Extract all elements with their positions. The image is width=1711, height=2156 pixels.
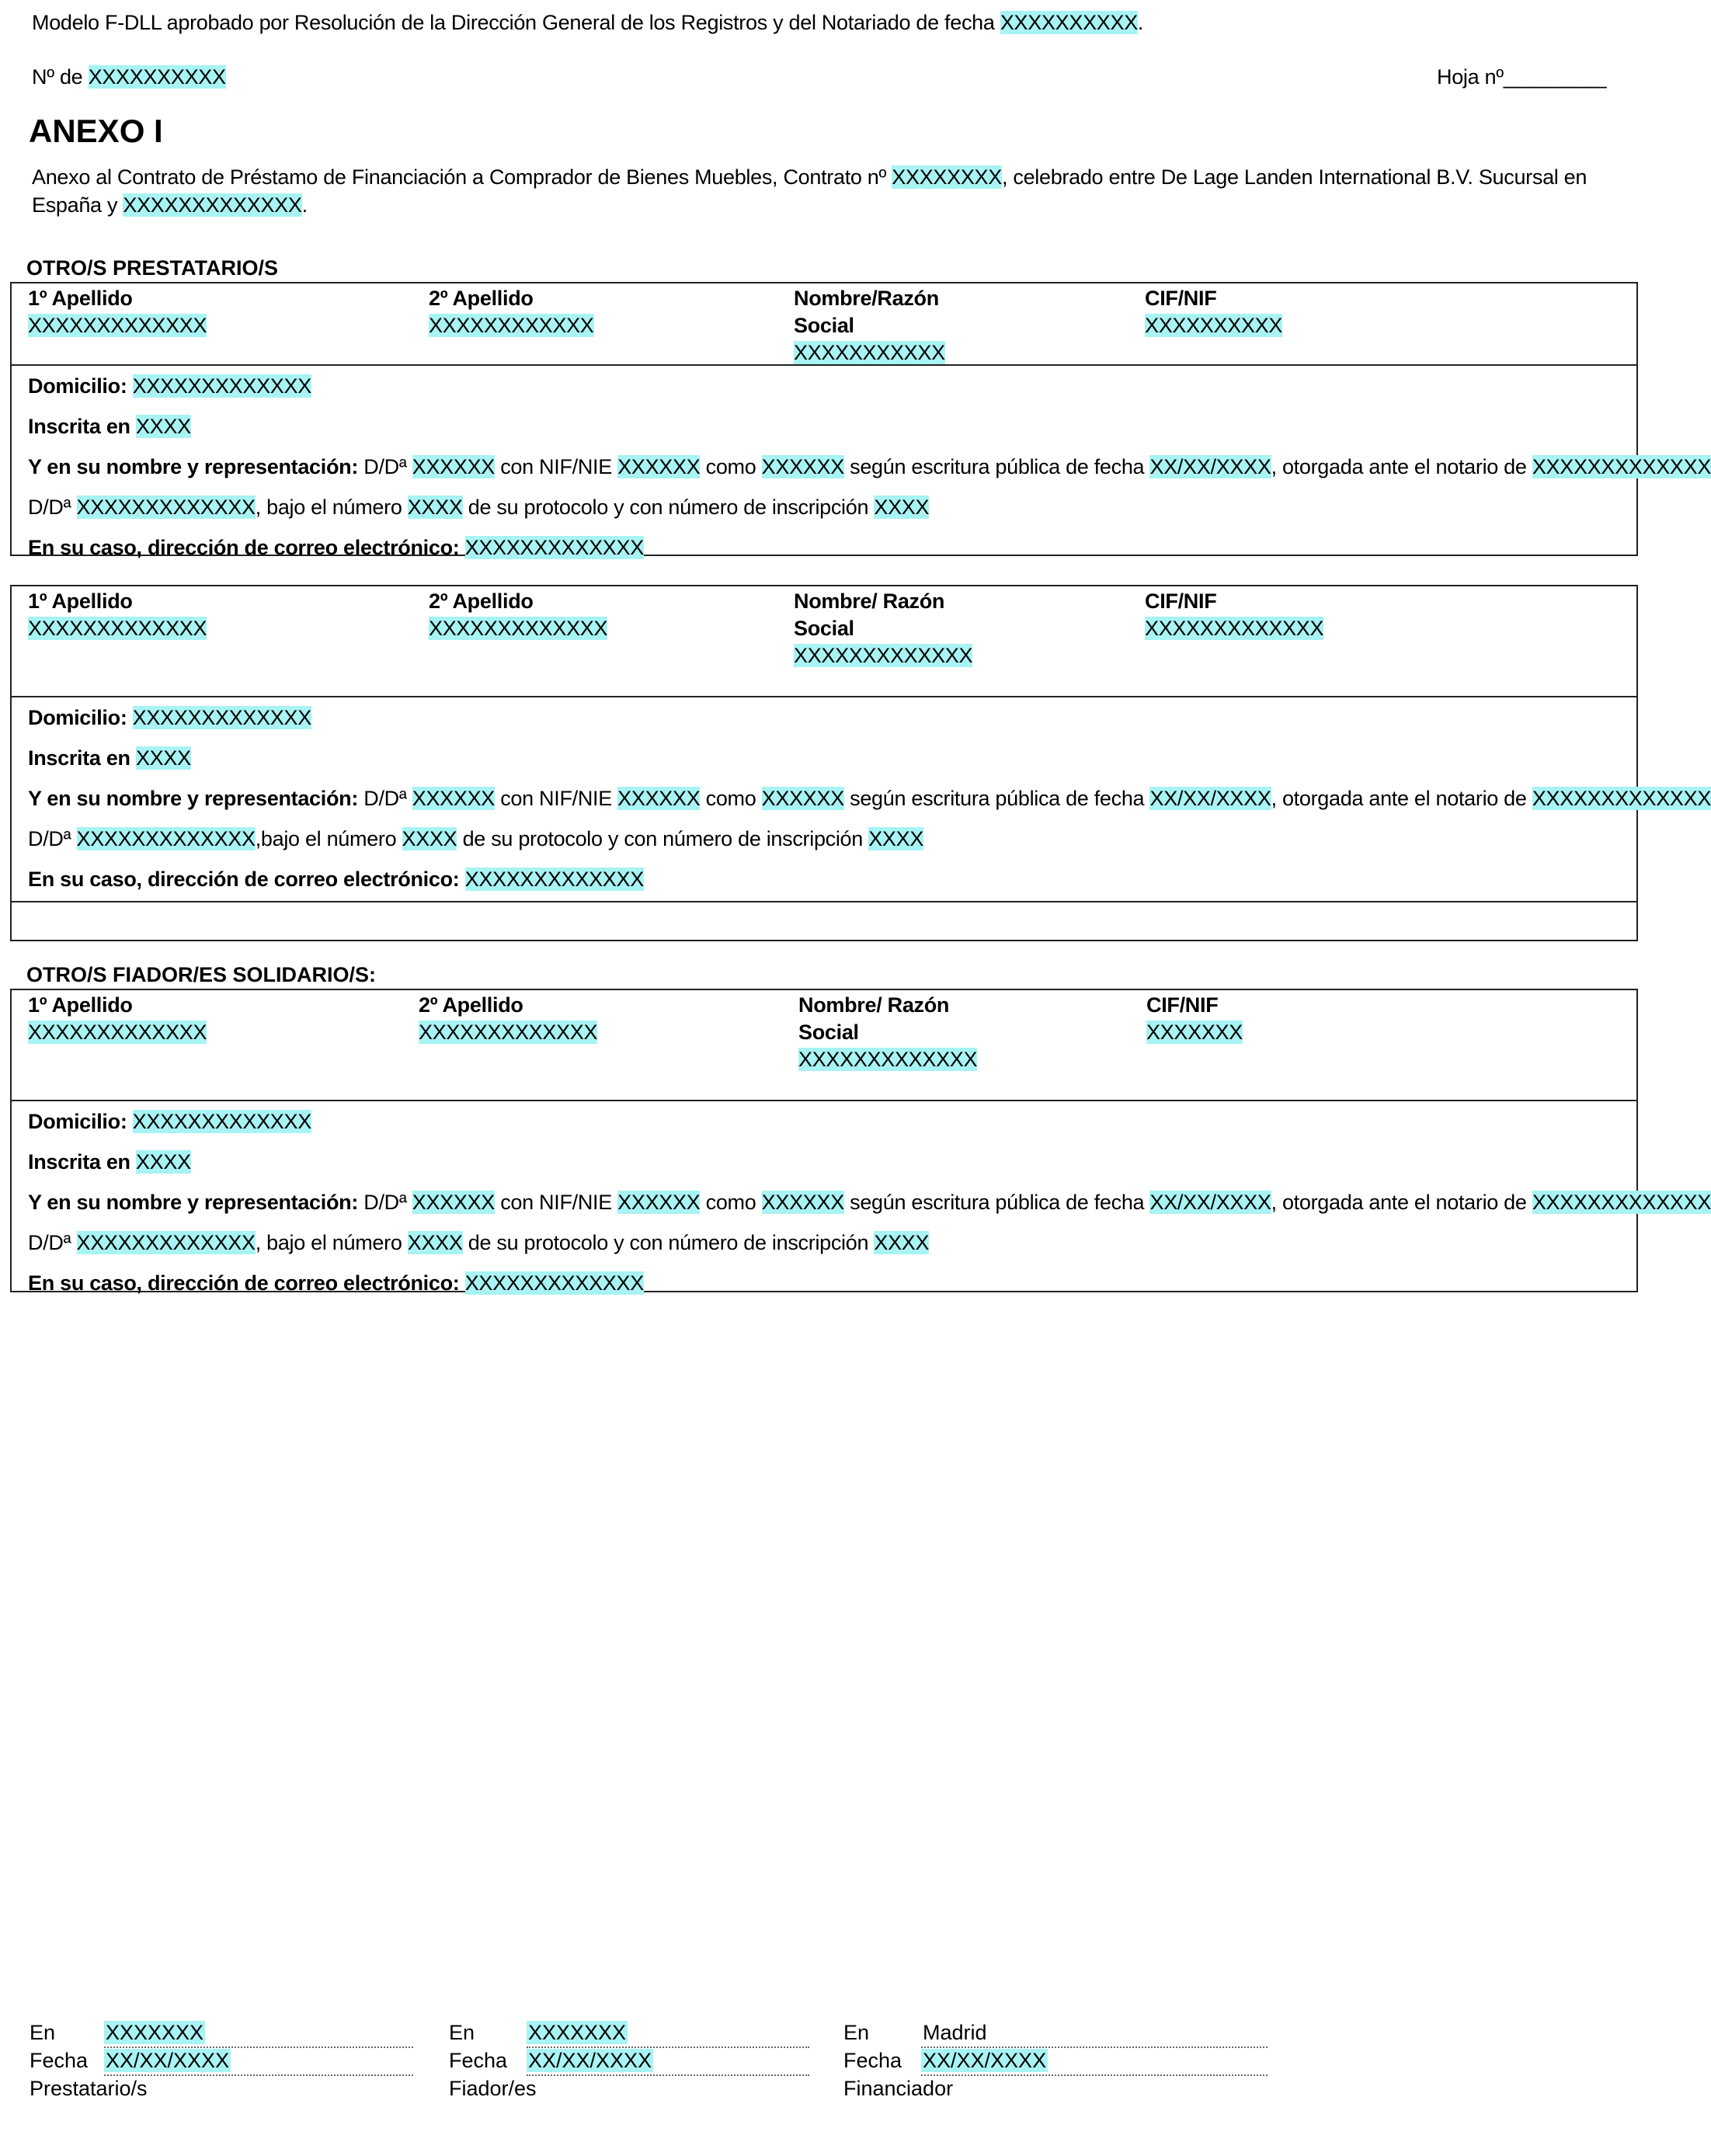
intro-text: . bbox=[301, 193, 308, 217]
correo-field[interactable]: XXXXXXXXXXXXX bbox=[464, 868, 644, 891]
dda-text: D/Dª bbox=[363, 455, 412, 478]
model-text: Modelo F-DLL aprobado por Resolución de la Dirección General de los Registros y del Notariado de fecha bbox=[32, 11, 1000, 34]
borrower-2-header bbox=[12, 586, 1636, 697]
domicilio-row bbox=[28, 366, 1636, 406]
apellido2-column bbox=[429, 588, 607, 642]
sig-en-value: XXXXXXX bbox=[528, 2021, 627, 2044]
model-date-field[interactable]: XXXXXXXXXX bbox=[1000, 11, 1138, 34]
rep-como-field[interactable]: XXXXXX bbox=[761, 455, 844, 478]
section-borrowers-heading: OTRO/S PRESTATARIO/S bbox=[26, 256, 279, 280]
apellido2-label: 2º Apellido bbox=[419, 993, 523, 1017]
representacion-row bbox=[28, 778, 1711, 819]
apellido2-label: 2º Apellido bbox=[429, 589, 534, 613]
como-text: como bbox=[700, 1191, 762, 1214]
otorgada-text: , otorgada ante el notario de bbox=[1271, 1191, 1532, 1214]
como-text: como bbox=[700, 455, 762, 478]
rep-fecha-field[interactable]: XX/XX/XXXX bbox=[1149, 1191, 1271, 1214]
signature-prestatario bbox=[30, 2019, 413, 2103]
sig-fecha-field[interactable] bbox=[104, 2047, 413, 2076]
sig-en-value: Madrid bbox=[923, 2021, 987, 2044]
rep-nif-field[interactable]: XXXXXX bbox=[617, 787, 701, 810]
sig-en-field[interactable] bbox=[527, 2019, 809, 2048]
protocol-number-field[interactable]: XXXX bbox=[407, 1231, 463, 1254]
borrower-1-details bbox=[12, 366, 1711, 568]
correo-field[interactable]: XXXXXXXXXXXXX bbox=[464, 536, 644, 559]
representacion-label: Y en su nombre y representación: bbox=[28, 787, 364, 810]
rep-como-field[interactable]: XXXXXX bbox=[761, 787, 844, 810]
sig-fecha-field[interactable] bbox=[527, 2047, 809, 2076]
protocolo-text: de su protocolo y con número de inscripción bbox=[462, 1231, 875, 1254]
notario-field[interactable]: XXXXXXXXXXXXX bbox=[1532, 1191, 1711, 1214]
sig-fecha-value: XX/XX/XXXX bbox=[528, 2049, 652, 2072]
intro-paragraph bbox=[32, 163, 1624, 219]
otorgada-text: , otorgada ante el notario de bbox=[1271, 787, 1532, 810]
intro-text: , celebrado entre De Lage Landen International B.V. Sucursal en España y bbox=[32, 165, 1588, 217]
correo-field[interactable]: XXXXXXXXXXXXX bbox=[464, 1271, 644, 1295]
sig-en-value: XXXXXXX bbox=[106, 2021, 204, 2044]
notario-row bbox=[28, 1222, 1636, 1263]
segun-text: según escritura pública de fecha bbox=[843, 455, 1150, 478]
nombre-column bbox=[794, 285, 945, 367]
inscrita-label: Inscrita en bbox=[28, 746, 136, 770]
notario-name-field[interactable]: XXXXXXXXXXXXX bbox=[76, 1231, 256, 1254]
sheet-number: Hoja nº_________ bbox=[1437, 65, 1607, 89]
page-title: ANEXO I bbox=[29, 113, 163, 149]
segun-text: según escritura pública de fecha bbox=[843, 1191, 1150, 1214]
nif-text: con NIF/NIE bbox=[495, 455, 618, 478]
cif-column bbox=[1145, 588, 1323, 642]
domicilio-field[interactable]: XXXXXXXXXXXXX bbox=[132, 374, 311, 398]
model-line bbox=[32, 9, 1143, 37]
correo-row bbox=[28, 859, 1636, 899]
bajo-text: , bajo el número bbox=[255, 496, 408, 519]
nombre-label: Nombre/Razón bbox=[794, 287, 939, 310]
model-suffix: . bbox=[1137, 11, 1144, 34]
domicilio-label: Domicilio: bbox=[28, 1110, 133, 1133]
sig-fecha-field[interactable] bbox=[921, 2047, 1268, 2076]
social-label: Social bbox=[794, 314, 854, 337]
empty-row bbox=[12, 902, 1636, 943]
representacion-row bbox=[28, 447, 1711, 487]
inscrita-field[interactable]: XXXX bbox=[135, 415, 191, 438]
cif-label: CIF/NIF bbox=[1145, 287, 1217, 310]
cif-field[interactable]: XXXXXXXXXX bbox=[1145, 314, 1283, 337]
dda-text: D/Dª bbox=[28, 827, 77, 850]
como-text: como bbox=[700, 787, 762, 810]
sig-role: Financiador bbox=[843, 2077, 954, 2100]
contract-number-field[interactable]: XXXXXXXX bbox=[892, 165, 1002, 189]
apellido1-label: 1º Apellido bbox=[28, 993, 133, 1017]
inscrita-row bbox=[28, 406, 1636, 447]
notario-field[interactable]: XXXXXXXXXXXXX bbox=[1532, 787, 1711, 810]
apellido2-column bbox=[419, 992, 597, 1046]
social-label: Social bbox=[798, 1021, 859, 1044]
sig-en-label: En bbox=[843, 2021, 870, 2044]
sig-fecha-label: Fecha bbox=[449, 2049, 508, 2072]
notario-row bbox=[28, 819, 1636, 859]
dda-text: D/Dª bbox=[363, 787, 412, 810]
sig-en-label: En bbox=[449, 2021, 475, 2044]
nombre-field[interactable]: XXXXXXXXXXXXX bbox=[798, 1048, 978, 1071]
cif-label: CIF/NIF bbox=[1146, 993, 1219, 1017]
inscrita-field[interactable]: XXXX bbox=[135, 746, 191, 770]
nombre-label: Nombre/ Razón bbox=[794, 589, 945, 613]
representacion-label: Y en su nombre y representación: bbox=[28, 455, 364, 478]
representacion-row bbox=[28, 1182, 1711, 1222]
inscription-number-field[interactable]: XXXX bbox=[868, 827, 924, 850]
cif-field[interactable]: XXXXXXX bbox=[1146, 1021, 1243, 1044]
apellido1-column bbox=[28, 588, 207, 642]
rep-nif-field[interactable]: XXXXXX bbox=[617, 1191, 701, 1214]
bajo-text: ,bajo el número bbox=[255, 827, 402, 850]
sig-fecha-value: XX/XX/XXXX bbox=[106, 2049, 230, 2072]
correo-row bbox=[28, 1263, 1636, 1303]
apellido1-column bbox=[28, 992, 207, 1046]
sig-en-row bbox=[449, 2019, 809, 2047]
domicilio-label: Domicilio: bbox=[28, 706, 133, 729]
inscrita-row bbox=[28, 1142, 1636, 1182]
protocol-number-field[interactable]: XXXX bbox=[402, 827, 457, 850]
sig-en-field[interactable] bbox=[104, 2019, 413, 2048]
sig-fecha-row bbox=[30, 2047, 413, 2075]
inscription-number-field[interactable]: XXXX bbox=[874, 1231, 930, 1254]
representacion-label: Y en su nombre y representación: bbox=[28, 1191, 364, 1214]
dda-text: D/Dª bbox=[28, 496, 77, 519]
nif-text: con NIF/NIE bbox=[495, 787, 618, 810]
sig-en-field[interactable] bbox=[921, 2019, 1268, 2048]
sig-role: Prestatario/s bbox=[30, 2077, 148, 2100]
borrower-1-header bbox=[12, 283, 1636, 366]
cif-column bbox=[1146, 992, 1243, 1046]
apellido1-column bbox=[28, 285, 207, 339]
guarantor-1-details bbox=[12, 1101, 1711, 1303]
apellido2-field[interactable]: XXXXXXXXXXXXX bbox=[429, 617, 608, 640]
borrower-2-details bbox=[12, 697, 1711, 902]
apellido2-column bbox=[429, 285, 594, 339]
apellido1-label: 1º Apellido bbox=[28, 287, 133, 310]
section-guarantors-heading: OTRO/S FIADOR/ES SOLIDARIO/S: bbox=[26, 963, 377, 986]
protocolo-text: de su protocolo y con número de inscripción bbox=[462, 496, 875, 519]
apellido1-field[interactable]: XXXXXXXXXXXXX bbox=[28, 617, 207, 640]
notario-name-field[interactable]: XXXXXXXXXXXXX bbox=[76, 827, 256, 850]
rep-fecha-field[interactable]: XX/XX/XXXX bbox=[1149, 455, 1271, 478]
borrower-1-box bbox=[10, 282, 1711, 559]
cif-column bbox=[1145, 285, 1282, 339]
cif-field[interactable]: XXXXXXXXXXXXX bbox=[1145, 617, 1324, 640]
domicilio-label: Domicilio: bbox=[28, 374, 133, 398]
bajo-text: , bajo el número bbox=[255, 1231, 408, 1254]
intro-text: Anexo al Contrato de Préstamo de Financiación a Comprador de Bienes Muebles, Contrato nº bbox=[32, 165, 892, 189]
numero-label: Nº de bbox=[32, 65, 89, 89]
segun-text: según escritura pública de fecha bbox=[843, 787, 1150, 810]
sig-fecha-row bbox=[843, 2047, 1268, 2075]
rep-nif-field[interactable]: XXXXXX bbox=[617, 455, 701, 478]
cif-label: CIF/NIF bbox=[1145, 589, 1217, 613]
numero-field[interactable]: XXXXXXXXXX bbox=[88, 65, 226, 89]
apellido2-field[interactable]: XXXXXXXXXXXX bbox=[429, 314, 594, 337]
apellido1-label: 1º Apellido bbox=[28, 589, 133, 613]
correo-label: En su caso, dirección de correo electrónico: bbox=[28, 868, 465, 891]
guarantor-1-header bbox=[12, 990, 1636, 1101]
domicilio-row bbox=[28, 1101, 1636, 1142]
rep-name-field[interactable]: XXXXXX bbox=[412, 1191, 496, 1214]
nombre-column bbox=[798, 992, 977, 1073]
sig-fecha-label: Fecha bbox=[30, 2049, 89, 2072]
signature-fiador bbox=[449, 2019, 809, 2103]
notario-field[interactable]: XXXXXXXXXXXXX bbox=[1532, 455, 1711, 478]
otorgada-text: , otorgada ante el notario de bbox=[1271, 455, 1532, 478]
dda-text: D/Dª bbox=[28, 1231, 77, 1254]
contract-party-field[interactable]: XXXXXXXXXXXXX bbox=[123, 193, 302, 217]
apellido1-field[interactable]: XXXXXXXXXXXXX bbox=[28, 1021, 207, 1044]
nombre-column bbox=[794, 588, 972, 669]
domicilio-field[interactable]: XXXXXXXXXXXXX bbox=[132, 706, 311, 729]
notario-row bbox=[28, 487, 1636, 527]
nif-text: con NIF/NIE bbox=[495, 1191, 618, 1214]
correo-label: En su caso, dirección de correo electrónico: bbox=[28, 1271, 465, 1295]
rep-name-field[interactable]: XXXXXX bbox=[412, 787, 496, 810]
domicilio-field[interactable]: XXXXXXXXXXXXX bbox=[132, 1110, 311, 1133]
sig-role: Fiador/es bbox=[449, 2077, 537, 2100]
rep-name-field[interactable]: XXXXXX bbox=[412, 455, 496, 478]
sig-fecha-value: XX/XX/XXXX bbox=[923, 2049, 1047, 2072]
inscrita-field[interactable]: XXXX bbox=[135, 1150, 191, 1174]
apellido1-field[interactable]: XXXXXXXXXXXXX bbox=[28, 314, 207, 337]
sig-en-row bbox=[30, 2019, 413, 2047]
dda-text: D/Dª bbox=[363, 1191, 412, 1214]
nombre-label: Nombre/ Razón bbox=[798, 993, 950, 1017]
correo-label: En su caso, dirección de correo electrónico: bbox=[28, 536, 465, 559]
protocolo-text: de su protocolo y con número de inscripción bbox=[457, 827, 869, 850]
guarantor-1-box bbox=[10, 989, 1711, 1295]
inscrita-label: Inscrita en bbox=[28, 1150, 136, 1174]
inscription-number-field[interactable]: XXXX bbox=[874, 496, 930, 519]
nombre-field[interactable]: XXXXXXXXXXXXX bbox=[794, 644, 973, 667]
sig-fecha-row bbox=[449, 2047, 809, 2075]
apellido2-label: 2º Apellido bbox=[429, 287, 534, 310]
sig-en-row bbox=[843, 2019, 1268, 2047]
correo-row bbox=[28, 527, 1636, 568]
inscrita-row bbox=[28, 738, 1636, 778]
nombre-field[interactable]: XXXXXXXXXXX bbox=[794, 341, 945, 364]
signature-financiador bbox=[843, 2019, 1268, 2103]
protocol-number-field[interactable]: XXXX bbox=[407, 496, 463, 519]
sig-fecha-label: Fecha bbox=[843, 2049, 902, 2072]
notario-name-field[interactable]: XXXXXXXXXXXXX bbox=[76, 496, 256, 519]
domicilio-row bbox=[28, 697, 1636, 738]
inscrita-label: Inscrita en bbox=[28, 415, 136, 438]
borrower-2-box bbox=[10, 585, 1711, 941]
rep-fecha-field[interactable]: XX/XX/XXXX bbox=[1149, 787, 1271, 810]
document-number bbox=[32, 64, 226, 91]
sig-en-label: En bbox=[30, 2021, 56, 2044]
apellido2-field[interactable]: XXXXXXXXXXXXX bbox=[419, 1021, 598, 1044]
social-label: Social bbox=[794, 617, 854, 640]
rep-como-field[interactable]: XXXXXX bbox=[761, 1191, 844, 1214]
